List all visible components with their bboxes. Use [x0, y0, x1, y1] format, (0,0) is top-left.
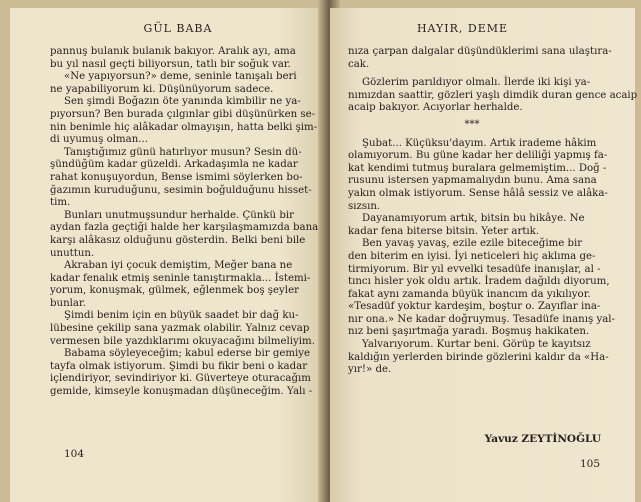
text-line: vermesen bile yazdıklarımı okuyacağını bilmeliyim. — [50, 335, 315, 347]
text-line: lübesine çekilip sana yazmak olabilir. Yalnız cevap — [50, 323, 310, 335]
text-line: pıyorsun? Ben burada çılgınlar gibi düşünürken se- — [50, 108, 316, 120]
right-page-text — [348, 46, 638, 377]
text-line: cak. — [348, 58, 370, 70]
left-page-header: GÜL BABA — [143, 22, 213, 35]
text-line: rusunu istersen yapmamalıydın bunu. Ama sana — [348, 175, 597, 187]
author-signature: Yavuz ZEYTİNOĞLU — [484, 433, 601, 445]
text-line: aydan fazla geçtiği halde her karşılaşmamızda bana — [50, 222, 319, 234]
text-line: tayfa olmak istiyorum. Şimdi bu fikir beni o kadar — [50, 360, 308, 372]
text-line: karşı alâkasız olduğunu gösterdin. Belki beni bile — [50, 234, 306, 246]
text-line: şündüğüm kadar güzeldi. Arkadaşımla ne kadar — [50, 159, 298, 171]
text-line: Yalvarıyorum. Kurtar beni. Görüp te kayıtsız — [362, 339, 591, 351]
text-line: «Ne yapıyorsun?» deme, seninle tanışalı beri — [64, 71, 297, 83]
text-line: yorum, konuşmak, gülmek, eğlenmek boş şeyler — [50, 285, 299, 297]
text-line: ğazımın kuruduğunu, sesimin boğulduğunu hisset- — [50, 184, 312, 196]
text-line: Akraban iyi çocuk demiştim, Meğer bana ne — [64, 260, 293, 272]
text-line: «Tesadüf yoktur kardeşim, boştur o. Zayıflar ina- — [348, 301, 601, 313]
text-line: Dayanamıyorum artık, bitsin bu hikâye. Ne — [362, 213, 585, 225]
text-line: Şubat... Küçüksu'dayım. Artık irademe hâkim — [362, 137, 597, 149]
text-line: kadar fenalık etmiş seninle tanıştırmakla... İstemi- — [50, 272, 311, 284]
text-line: tim. — [50, 197, 71, 209]
text-line: Babama söyleyeceğim; kabul ederse bir gemiye — [64, 348, 311, 360]
section-separator: *** — [464, 118, 480, 130]
text-line: Gözlerim parıldıyor olmalı. İlerde iki kişi ya- — [362, 77, 591, 89]
text-line: nımızdan saattir, gözleri yaşlı dimdik duran gence acaip — [348, 89, 638, 101]
left-page — [10, 8, 326, 502]
text-line: içlendiriyor, sevindiriyor ki. Güverteye oturacağım — [50, 373, 311, 385]
left-page-number: 104 — [64, 448, 85, 460]
text-line: tirmiyorum. Bir yıl evvelki tesadüfe inanışlar, al - — [348, 263, 601, 275]
text-line: nıza çarpan dalgalar düşündüklerimi sana ulaştıra- — [348, 46, 612, 57]
text-line: kadar fena biterse bitsin. Yeter artık. — [348, 225, 540, 237]
right-page-header: HAYIR, DEME — [416, 22, 509, 35]
text-line: kat kendimi tutmuş buralara gelmemiştim... Doğ - — [348, 162, 607, 174]
text-line: Sen şimdi Boğazın öte yanında kimbilir ne ya- — [64, 96, 301, 108]
text-line: sızsın. — [348, 200, 381, 212]
text-line: tıncı hisler yok oldu artık. İradem dağıldı diyorum, — [348, 276, 610, 288]
text-line: rahat konuşuyordun, Bense ismimi söylerken bo- — [50, 171, 303, 183]
text-line: fakat aynı zamanda büyük inancım da yıkılıyor. — [348, 288, 591, 300]
text-line: nız beni şaşırtmağa yaradı. Boşmuş hakikaten. — [348, 326, 590, 338]
left-page-text — [50, 46, 319, 399]
text-line: pannuş bulanık bulanık bakıyor. Aralık ayı, ama — [50, 46, 296, 57]
text-line: olamıyorum. Bu güne kadar her deliliği yapmış fa- — [348, 150, 608, 162]
text-line: nır ona.» Ne kadar doğruymuş. Tesadüfe inanış yal- — [348, 313, 615, 325]
text-line: yır!» de. — [348, 364, 392, 376]
text-line: Tanıştığımız günü hatırlıyor musun? Sesin dü- — [64, 146, 302, 158]
text-line: yakın olmak istiyorum. Sense hâlâ sessiz ve alâka- — [348, 187, 608, 199]
text-line: Ben yavaş yavaş, ezile ezile biteceğime bir — [362, 238, 583, 250]
text-line: nin benimle hiç alâkadar olmayışın, hatta belki şim- — [50, 121, 318, 133]
text-line: di uyumuş olman... — [50, 134, 148, 146]
right-page-number: 105 — [580, 458, 601, 470]
text-line: acaip bakıyor. Acıyorlar herhalde. — [348, 102, 523, 114]
text-line: kaldığın yerlerden birinde gözlerini kaldır da «Ha- — [348, 351, 609, 363]
text-line: den biterim en iyisi. İyi neticeleri hiç aklıma ge- — [348, 250, 596, 262]
text-line: ne yapabiliyorum ki. Düşünüyorum sadece. — [50, 83, 274, 95]
text-line: Şimdi benim için en büyük saadet bir dağ ku- — [64, 310, 299, 322]
text-line: gemide, kimseyle konuşmadan düşüneceğim. Yalı - — [50, 386, 313, 398]
text-line: Bunları unutmuşsundur herhalde. Çünkü bir — [64, 209, 294, 221]
text-line: bunlar. — [50, 297, 86, 309]
text-line: bu yıl nasıl geçti biliyorsun, tatlı bir soğuk var. — [50, 58, 291, 70]
right-page — [330, 8, 638, 502]
text-line: unuttun. — [50, 247, 95, 259]
